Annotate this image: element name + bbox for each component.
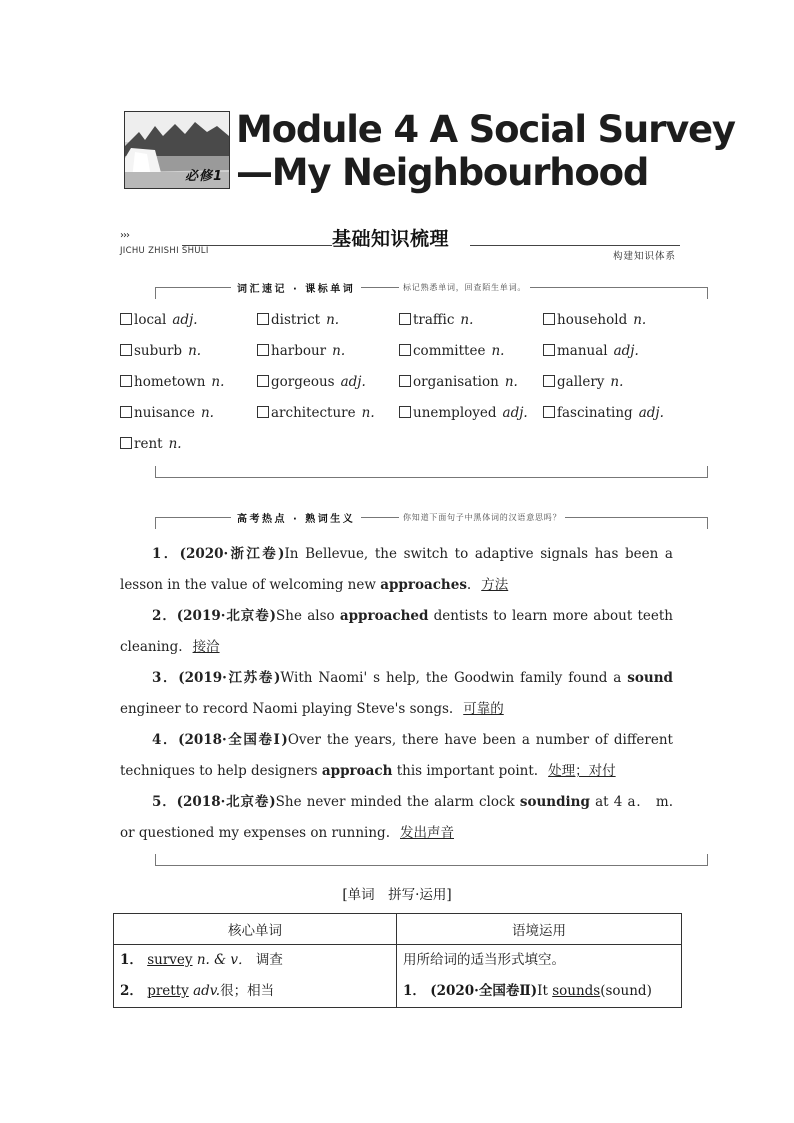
- page-title: [236, 108, 735, 194]
- vocab-word: organisation: [413, 374, 499, 390]
- vocab-item: [399, 405, 528, 421]
- title-line-2: —My Neighbourhood: [236, 151, 649, 194]
- vocab-pos: n.: [361, 405, 375, 421]
- vocab-word: rent: [134, 436, 163, 452]
- sentence-keyword: sounding: [519, 794, 590, 810]
- vocab-pos: adj.: [340, 374, 366, 390]
- checkbox-icon[interactable]: [543, 375, 555, 387]
- checkbox-icon[interactable]: [257, 375, 269, 387]
- vocab-item: [399, 374, 518, 390]
- sentence-answer: 可靠的: [463, 701, 504, 717]
- vocab-word: nuisance: [134, 405, 195, 421]
- instruction-text: 用所给词的适当形式填空。: [403, 952, 565, 968]
- banner-pinyin: JICHU ZHISHI SHULI: [120, 246, 209, 256]
- vocab-word: committee: [413, 343, 486, 359]
- exercise-answer: sounds: [552, 983, 601, 999]
- vocab-item: [120, 374, 224, 390]
- sentence-source: (2019·江苏卷): [178, 670, 281, 686]
- vocab-pos: adj.: [172, 312, 198, 328]
- vocab-item: [257, 343, 345, 359]
- vocab-word: harbour: [271, 343, 327, 359]
- sentence-item: 5．(2018·北京卷)She never minded the alarm clock sounding at 4 a． m. or questioned my expenses on running. 发出声音: [120, 794, 673, 841]
- vocab-tag: 词汇速记 · 课标单词: [231, 280, 361, 295]
- context-use-cell: [397, 945, 682, 1008]
- section-banner: [120, 222, 680, 262]
- vocab-item: [543, 343, 639, 359]
- vocab-item: [120, 312, 198, 328]
- sentence-answer: 接洽: [192, 639, 220, 655]
- checkbox-icon[interactable]: [120, 344, 132, 356]
- core-words-cell: [114, 945, 397, 1008]
- hot-tag: 高考热点 · 熟词生义: [231, 510, 361, 525]
- vocab-item: [543, 374, 623, 390]
- sentence-item: 2．(2019·北京卷)She also approached dentists to learn more about teeth cleaning. 接洽: [120, 608, 673, 655]
- checkbox-icon[interactable]: [399, 344, 411, 356]
- vocab-word: manual: [557, 343, 608, 359]
- sentence-keyword: sound: [627, 670, 673, 686]
- checkbox-icon[interactable]: [543, 344, 555, 356]
- vocab-pos: n.: [610, 374, 624, 390]
- checkbox-icon[interactable]: [120, 406, 132, 418]
- sentence-answer: 方法: [481, 577, 509, 593]
- core-word-row: 1． survey n. & v． 调查: [120, 952, 283, 968]
- checkbox-icon[interactable]: [120, 313, 132, 325]
- sentence-keyword: approaches: [380, 577, 467, 593]
- sentence-answer: 处理；对付: [548, 763, 616, 779]
- textbook-badge: [124, 111, 230, 189]
- vocab-item: [120, 405, 214, 421]
- vocab-item: [257, 312, 339, 328]
- sentence-source: (2019·北京卷): [176, 608, 277, 624]
- sentence-source: (2020·浙江卷): [179, 546, 285, 562]
- sentence-keyword: approach: [321, 763, 393, 779]
- subsection-heading: [单词 拼写·运用]: [342, 887, 452, 903]
- arrows-icon: ›››: [120, 230, 129, 241]
- vocab-pos: n.: [326, 312, 340, 328]
- vocab-item: [543, 405, 664, 421]
- vocab-item: [257, 374, 366, 390]
- sentence-item: 1．(2020·浙江卷)In Bellevue, the switch to adaptive signals has been a lesson in the value of welcoming new approaches. 方法: [120, 546, 673, 593]
- checkbox-icon[interactable]: [543, 406, 555, 418]
- banner-right-note: 构建知识体系: [612, 251, 676, 262]
- vocab-pos: n.: [332, 343, 346, 359]
- vocab-word: gallery: [557, 374, 605, 390]
- vocab-word: fascinating: [557, 405, 633, 421]
- vocab-word: district: [271, 312, 321, 328]
- checkbox-icon[interactable]: [257, 313, 269, 325]
- vocab-item: [120, 343, 201, 359]
- sentence-item: 4．(2018·全国卷Ⅰ)Over the years, there have been a number of different techniques to help designers approach this important point. 处理；对付: [120, 732, 673, 779]
- checkbox-icon[interactable]: [399, 375, 411, 387]
- banner-heading: 基础知识梳理: [332, 228, 450, 250]
- vocab-item: [543, 312, 646, 328]
- col-header-core-words: 核心单词: [114, 914, 397, 945]
- vocab-pos: n.: [200, 405, 214, 421]
- checkbox-icon[interactable]: [257, 344, 269, 356]
- exercise-row: 1． (2020·全国卷Ⅱ)It sounds(sound): [403, 983, 652, 999]
- core-word-row: 2． pretty adv.很；相当: [120, 983, 275, 999]
- checkbox-icon[interactable]: [120, 437, 132, 449]
- hot-hint: 你知道下面句子中黑体词的汉语意思吗？: [399, 512, 565, 523]
- vocab-word: gorgeous: [271, 374, 335, 390]
- vocab-pos: adj.: [502, 405, 528, 421]
- checkbox-icon[interactable]: [120, 375, 132, 387]
- vocab-hint: 标记熟悉单词，回查陌生单词。: [399, 282, 530, 293]
- vocab-word: unemployed: [413, 405, 497, 421]
- vocab-pos: n.: [460, 312, 474, 328]
- banner-rule-left: [182, 245, 332, 246]
- vocab-pos: adj.: [613, 343, 639, 359]
- vocab-item: [257, 405, 375, 421]
- vocab-pos: n.: [633, 312, 647, 328]
- vocab-table: [113, 913, 682, 1008]
- vocab-word: suburb: [134, 343, 183, 359]
- vocab-word: architecture: [271, 405, 356, 421]
- vocab-pos: n.: [491, 343, 505, 359]
- vocab-pos: n.: [504, 374, 518, 390]
- vocab-pos: adj.: [638, 405, 664, 421]
- sentence-source: (2018·北京卷): [176, 794, 276, 810]
- vocab-pos: n.: [211, 374, 225, 390]
- checkbox-icon[interactable]: [399, 313, 411, 325]
- sentence-source: (2018·全国卷Ⅰ): [178, 732, 288, 748]
- checkbox-icon[interactable]: [543, 313, 555, 325]
- col-header-context-use: 语境运用: [397, 914, 682, 945]
- vocab-word: household: [557, 312, 628, 328]
- sentence-item: 3．(2019·江苏卷)With Naomi' s help, the Goodwin family found a sound engineer to record Naomi playing Steve's songs. 可靠的: [120, 670, 673, 717]
- banner-rule-right: [470, 245, 680, 246]
- vocab-word: traffic: [413, 312, 455, 328]
- sentence-answer: 发出声音: [400, 825, 454, 841]
- checkbox-icon[interactable]: [399, 406, 411, 418]
- title-line-1: Module 4 A Social Survey: [236, 108, 735, 151]
- vocab-item: [120, 436, 182, 452]
- sentence-keyword: approached: [339, 608, 429, 624]
- vocab-word: hometown: [134, 374, 206, 390]
- vocab-item: [399, 343, 504, 359]
- badge-label: 必修1: [184, 169, 223, 184]
- checkbox-icon[interactable]: [257, 406, 269, 418]
- vocab-pos: n.: [188, 343, 202, 359]
- vocab-pos: n.: [168, 436, 182, 452]
- vocab-item: [399, 312, 473, 328]
- vocab-word: local: [134, 312, 167, 328]
